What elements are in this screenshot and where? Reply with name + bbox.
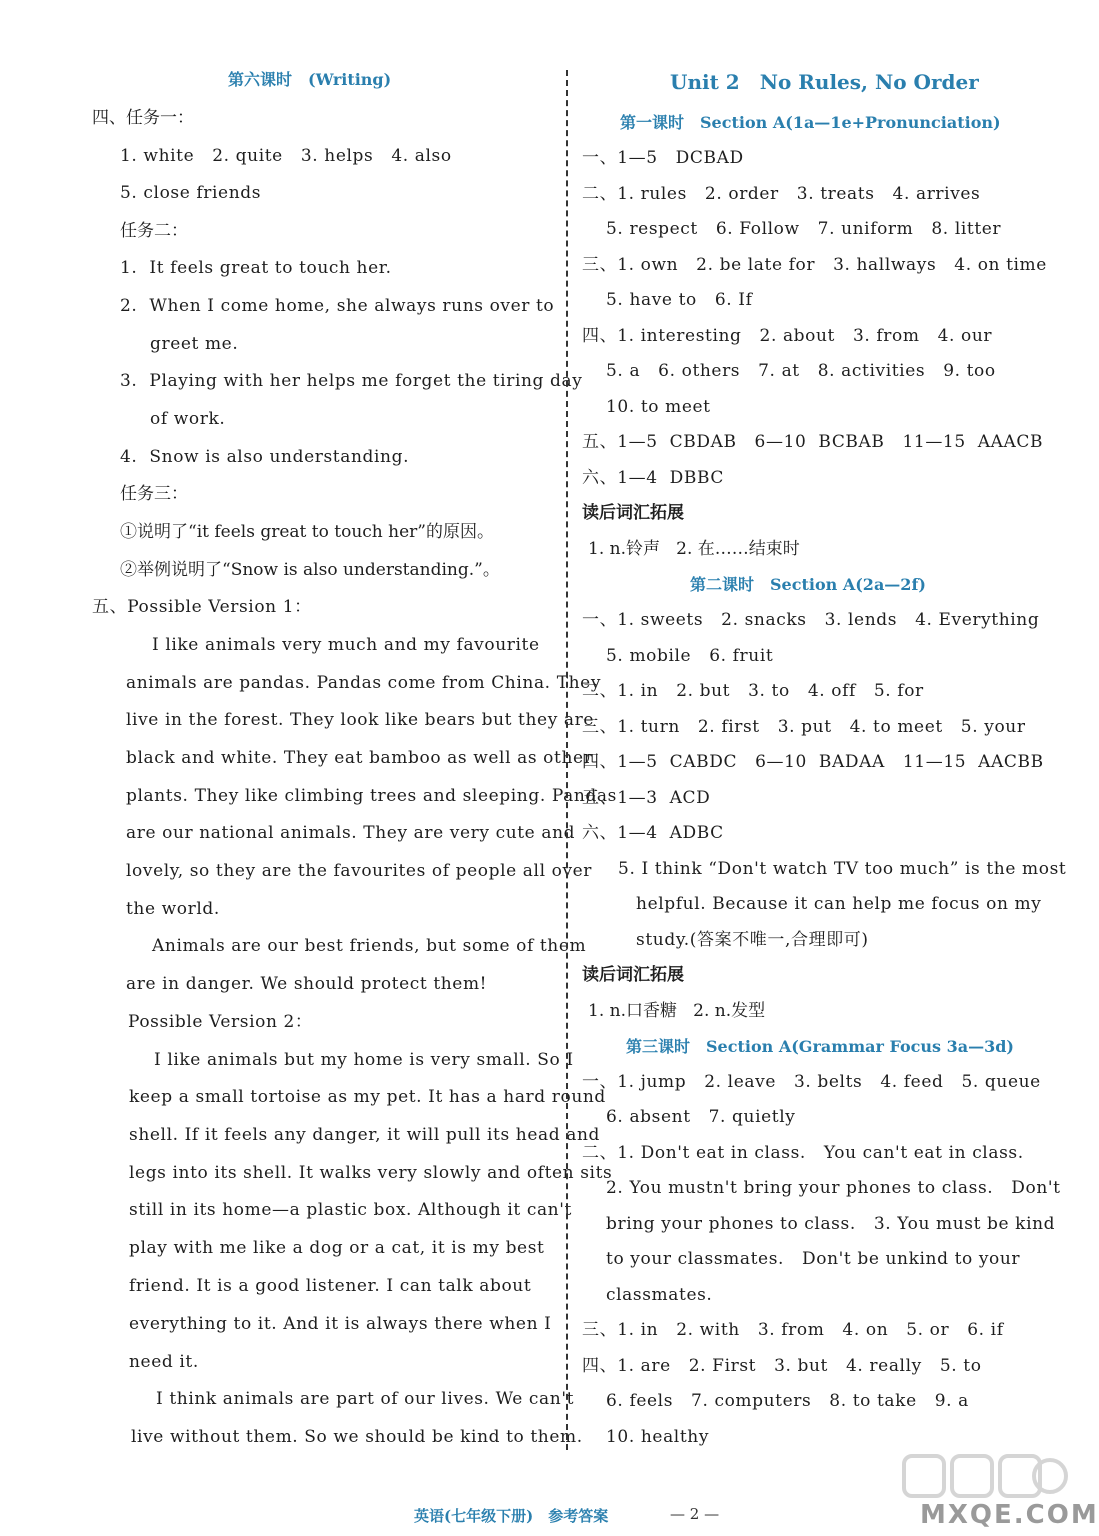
- version1-line: the world.: [126, 899, 220, 919]
- lesson1-line: 5. have to 6. If: [582, 290, 753, 310]
- version2-line: play with me like a dog or a cat, it is my best: [129, 1238, 545, 1258]
- section-4-label: 四、任务一：: [92, 108, 194, 128]
- vocab1-label: 读后词汇拓展: [582, 503, 684, 523]
- version2-line: live without them. So we should be kind to them.: [131, 1427, 583, 1447]
- version1-line: Animals are our best friends, but some of them: [128, 936, 587, 956]
- task2-item-4: 4. Snow is also understanding.: [120, 447, 410, 467]
- lesson3-line: 二、1. Don't eat in class. You can't eat in class.: [582, 1143, 1024, 1163]
- lesson1-line: 5. respect 6. Follow 7. uniform 8. litter: [582, 219, 1002, 239]
- task3-label: 任务三：: [120, 484, 188, 504]
- version2-line: friend. It is a good listener. I can talk about: [129, 1276, 532, 1296]
- task3-item-2: ②举例说明了“Snow is also understanding.”。: [120, 560, 500, 580]
- vocab1-items: 1. n.铃声 2. 在……结束时: [588, 539, 800, 559]
- vocab2-label: 读后词汇拓展: [582, 965, 684, 985]
- lesson1-line: 10. to meet: [582, 397, 711, 417]
- lesson3-line: bring your phones to class. 3. You must be kind: [582, 1214, 1056, 1234]
- lesson1-line: 5. a 6. others 7. at 8. activities 9. too: [582, 361, 996, 381]
- lesson3-line: 四、1. are 2. First 3. but 4. really 5. to: [582, 1356, 982, 1376]
- lesson1-line: 三、1. own 2. be late for 3. hallways 4. on time: [582, 255, 1047, 275]
- version2-line: I like animals but my home is very small. So I: [130, 1050, 574, 1070]
- lesson1-line: 一、1—5 DCBAD: [582, 148, 744, 168]
- lesson1-line: 五、1—5 CBDAB 6—10 BCBAB 11—15 AAACB: [582, 432, 1044, 452]
- version2-line: keep a small tortoise as my pet. It has a hard round: [129, 1087, 606, 1107]
- lesson2-line: 六、1—4 ADBC: [582, 823, 724, 843]
- version2-label: Possible Version 2：: [128, 1012, 313, 1032]
- lesson1-line: 六、1—4 DBBC: [582, 468, 724, 488]
- task3-item-1: ①说明了“it feels great to touch her”的原因。: [120, 522, 494, 542]
- version1-line: animals are pandas. Pandas come from China. They: [126, 673, 602, 693]
- version1-line: black and white. They eat bamboo as well as other: [126, 748, 593, 768]
- task1-line1: 1. white 2. quite 3. helps 4. also: [120, 146, 452, 166]
- task2-item-1: 1. It feels great to touch her.: [120, 258, 392, 278]
- lesson3-line: 6. absent 7. quietly: [582, 1107, 796, 1127]
- task2-item-3: 3. Playing with her helps me forget the tiring day: [120, 371, 583, 391]
- version2-line: need it.: [129, 1352, 199, 1372]
- version2-line: shell. If it feels any danger, it will pull its head and: [129, 1125, 600, 1145]
- page-number: — 2 —: [670, 1505, 720, 1523]
- section-5-label: 五、Possible Version 1：: [92, 597, 312, 617]
- footer-subject: 英语(七年级下册) 参考答案: [414, 1507, 609, 1525]
- lesson2-line: 四、1—5 CABDC 6—10 BADAA 11—15 AACBB: [582, 752, 1044, 772]
- lesson-title: 第六课时 (Writing): [228, 70, 392, 89]
- version2-line: everything to it. And it is always there when I: [129, 1314, 552, 1334]
- lesson2-title: 第二课时 Section A(2a—2f): [690, 575, 926, 594]
- version2-line: I think animals are part of our lives. We can't: [132, 1389, 575, 1409]
- column-divider: [566, 70, 568, 1450]
- lesson1-line: 二、1. rules 2. order 3. treats 4. arrives: [582, 184, 981, 204]
- lesson3-line: 三、1. in 2. with 3. from 4. on 5. or 6. if: [582, 1320, 1004, 1340]
- lesson2-line: 5. I think “Don't watch TV too much” is the most: [582, 859, 1067, 879]
- lesson3-line: to your classmates. Don't be unkind to your: [582, 1249, 1021, 1269]
- lesson3-line: 6. feels 7. computers 8. to take 9. a: [582, 1391, 969, 1411]
- version1-line: I like animals very much and my favourite: [128, 635, 540, 655]
- version1-line: lovely, so they are the favourites of people all over: [126, 861, 593, 881]
- watermark-text: MXQE.COM: [920, 1500, 1099, 1530]
- lesson2-line: 5. mobile 6. fruit: [582, 646, 774, 666]
- version1-line: plants. They like climbing trees and sleeping. Pandas: [126, 786, 617, 806]
- lesson2-line: 五、1—3 ACD: [582, 788, 711, 808]
- lesson2-line: 二、1. in 2. but 3. to 4. off 5. for: [582, 681, 924, 701]
- task2-item-3-cont: of work.: [150, 409, 226, 429]
- lesson1-line: 四、1. interesting 2. about 3. from 4. our: [582, 326, 993, 346]
- lesson2-line: helpful. Because it can help me focus on my: [582, 894, 1042, 914]
- version2-line: still in its home—a plastic box. Although it can't: [129, 1200, 572, 1220]
- task1-line2: 5. close friends: [120, 183, 262, 203]
- task2-label: 任务二：: [120, 221, 188, 241]
- version1-line: live in the forest. They look like bears but they are: [126, 710, 595, 730]
- lesson2-line: 三、1. turn 2. first 3. put 4. to meet 5. your: [582, 717, 1026, 737]
- lesson3-line: 10. healthy: [582, 1427, 710, 1447]
- unit-title: Unit 2 No Rules, No Order: [670, 70, 979, 94]
- lesson2-line: 一、1. sweets 2. snacks 3. lends 4. Everything: [582, 610, 1040, 630]
- lesson3-line: classmates.: [582, 1285, 713, 1305]
- lesson3-title: 第三课时 Section A(Grammar Focus 3a—3d): [626, 1037, 1014, 1056]
- lesson3-line: 2. You mustn't bring your phones to class. Don't: [582, 1178, 1061, 1198]
- version1-line: are in danger. We should protect them!: [126, 974, 488, 994]
- vocab2-items: 1. n.口香糖 2. n.发型: [588, 1001, 766, 1021]
- task2-item-2: 2. When I come home, she always runs over to: [120, 296, 555, 316]
- task2-item-2-cont: greet me.: [150, 334, 239, 354]
- version1-line: are our national animals. They are very cute and: [126, 823, 576, 843]
- lesson3-line: 一、1. jump 2. leave 3. belts 4. feed 5. queue: [582, 1072, 1041, 1092]
- lesson1-title: 第一课时 Section A(1a—1e+Pronunciation): [620, 113, 1001, 132]
- lesson2-line: study.(答案不唯一,合理即可): [582, 930, 869, 950]
- version2-line: legs into its shell. It walks very slowly and often sits: [129, 1163, 613, 1183]
